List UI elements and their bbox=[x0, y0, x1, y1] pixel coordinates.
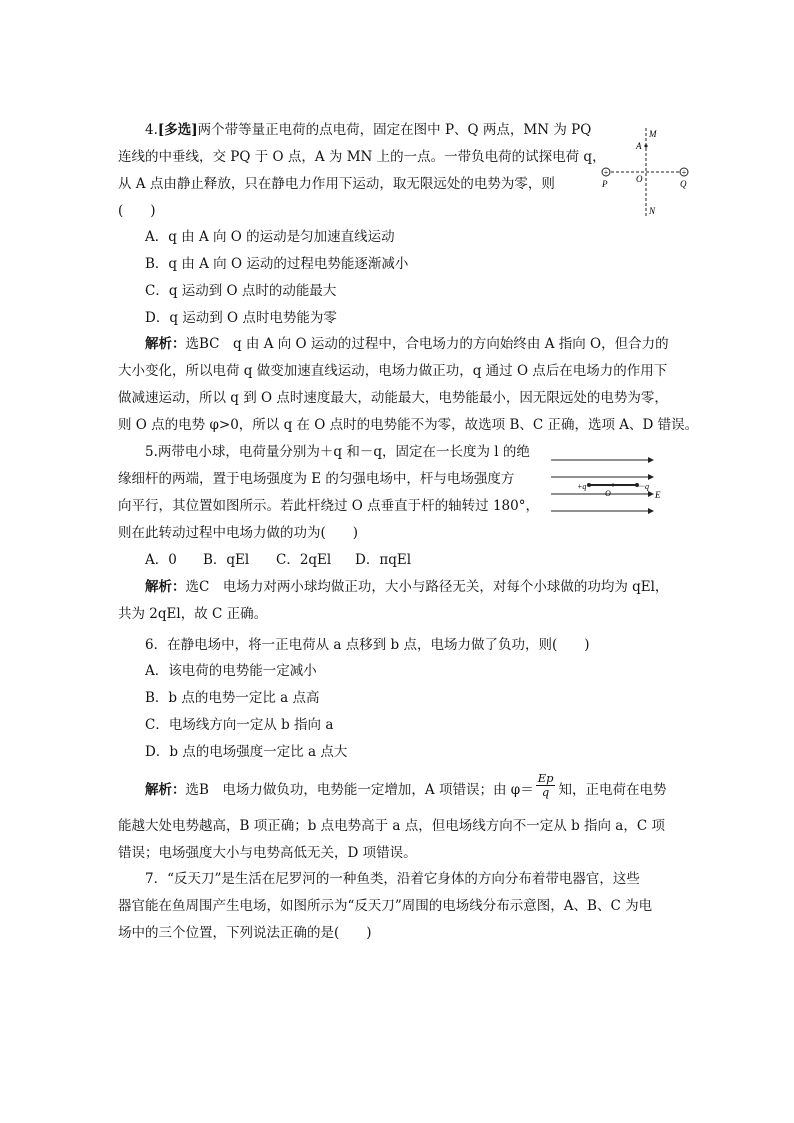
ball-plus bbox=[587, 483, 591, 487]
charge-p-sign: + bbox=[603, 168, 609, 177]
q6-option-c: C．电场线方向一定从 b 指向 a bbox=[145, 717, 334, 733]
q5-analysis-label: 解析： bbox=[145, 579, 186, 595]
q6-fraction bbox=[536, 772, 556, 799]
q5-analysis-line2: 共为 2qEl，故 C 正确。 bbox=[118, 606, 268, 622]
q5-option-a: A．0 bbox=[145, 552, 177, 568]
label-p: P bbox=[602, 179, 608, 189]
q6-analysis-post: 知，正电荷在电势 bbox=[558, 782, 667, 798]
q6-fraction-numerator: Ep bbox=[537, 771, 554, 785]
q6-analysis-label: 解析： bbox=[145, 782, 186, 798]
q4-analysis-label: 解析： bbox=[145, 336, 186, 352]
label-e: E bbox=[655, 490, 661, 500]
q5-option-d: D．πqEl bbox=[355, 552, 412, 568]
q5-option-b: B．qEl bbox=[203, 552, 250, 568]
q6-fraction-denominator: q bbox=[541, 785, 550, 799]
q4-tag: [多选] bbox=[157, 122, 198, 138]
q4-analysis-line4: 则 O 点的电势 φ>0，所以 q 在 O 点时的电势能不为零，故选项 B、C 正确，选项 A、D 错误。 bbox=[118, 417, 699, 433]
label-m: M bbox=[649, 129, 657, 139]
q4-line1 bbox=[145, 121, 591, 139]
q4-number: 4. bbox=[145, 122, 158, 138]
pivot-o bbox=[612, 484, 615, 487]
q4-line1-text: 两个带等量正电荷的点电荷，固定在图中 P、Q 两点，MN 为 PQ bbox=[197, 122, 592, 138]
q7-line3: 场中的三个位置，下列说法正确的是( ) bbox=[118, 925, 372, 941]
q4-option-b: B．q 由 A 向 O 运动的过程电势能逐渐减小 bbox=[145, 256, 409, 272]
q6-analysis-line1 bbox=[145, 771, 667, 799]
label-plus-q: +q bbox=[577, 482, 587, 491]
point-a-dot bbox=[644, 144, 647, 147]
q4-option-a: A．q 由 A 向 O 的运动是匀加速直线运动 bbox=[145, 229, 395, 245]
q7-line2: 器官能在鱼周围产生电场，如图所示为“反天刀”周围的电场线分布示意图，A、B、C 为电 bbox=[118, 898, 653, 914]
label-a: A bbox=[636, 141, 642, 151]
q6-stem: 6．在静电场中，将一正电荷从 a 点移到 b 点，电场力做了负功，则( ) bbox=[145, 637, 590, 653]
q6-option-a: A．该电荷的电势能一定减小 bbox=[145, 663, 317, 679]
q5-analysis-text: 选C 电场力对两小球均做正功，大小与路径无关，对每个小球做的功均为 qEl， bbox=[185, 579, 669, 595]
charge-q-sign: + bbox=[681, 168, 687, 177]
q4-figure bbox=[596, 124, 692, 220]
q4-line2: 连线的中垂线，交 PQ 于 O 点，A 为 MN 上的一点。一带负电荷的试探电荷 q， bbox=[118, 149, 606, 165]
label-o: O bbox=[605, 489, 611, 498]
label-n: N bbox=[649, 206, 656, 216]
q4-analysis-text: 选BC q 由 A 向 O 运动的过程中，合电场力的方向始终由 A 指向 O，但合力的 bbox=[185, 336, 669, 352]
q6-analysis-pre: 选B 电场力做负功，电势能一定增加，A 项错误；由 φ＝ bbox=[185, 782, 534, 798]
q4-paren: ( ) bbox=[118, 203, 156, 219]
q4-analysis-line1 bbox=[145, 335, 669, 353]
q5-option-c: C．2qEl bbox=[276, 552, 332, 568]
q4-line3: 从 A 点由静止释放，只在静电力作用下运动，取无限远处的电势为零，则 bbox=[118, 176, 555, 192]
q5-line2: 缘细杆的两端，置于电场强度为 E 的匀强电场中，杆与电场强度方 bbox=[118, 471, 515, 487]
q4-option-c: C．q 运动到 O 点时的动能最大 bbox=[145, 283, 337, 299]
q4-analysis-line2: 大小变化，所以电荷 q 做变加速直线运动，电场力做正功，q 通过 O 点后在电场力的作用下 bbox=[118, 363, 668, 379]
q5-line3: 向平行，其位置如图所示。若此杆绕过 O 点垂直于杆的轴转过 180°， bbox=[118, 498, 539, 514]
q6-analysis-line2: 能越大处电势越高，B 项正确；b 点电势高于 a 点，但电场线方向不一定从 b 指向 a，C 项 bbox=[118, 818, 665, 834]
q5-figure bbox=[545, 448, 663, 524]
label-o: O bbox=[636, 174, 643, 184]
q4-option-d: D．q 运动到 O 点时电势能为零 bbox=[145, 310, 337, 326]
q6-option-b: B．b 点的电势一定比 a 点高 bbox=[145, 690, 320, 706]
q6-analysis-line3: 错误；电场强度大小与电势高低无关，D 项错误。 bbox=[118, 845, 417, 861]
label-q: Q bbox=[680, 179, 687, 189]
q6-option-d: D．b 点的电场强度一定比 a 点大 bbox=[145, 744, 348, 760]
q5-line1: 5.两带电小球，电荷量分别为＋q 和－q，固定在一长度为 l 的绝 bbox=[145, 444, 530, 460]
label-minus-q: －q bbox=[637, 482, 649, 491]
q5-line4: 则在此转动过程中电场力做的功为( ) bbox=[118, 525, 359, 541]
q4-analysis-line3: 做减速运动，所以 q 到 O 点时速度最大，动能最大，电势能最小，因无限远处的电势为零， bbox=[118, 390, 668, 406]
q5-analysis-line1 bbox=[145, 578, 668, 596]
q7-line1: 7．“反天刀”是生活在尼罗河的一种鱼类，沿着它身体的方向分布着带电器官，这些 bbox=[145, 871, 640, 887]
